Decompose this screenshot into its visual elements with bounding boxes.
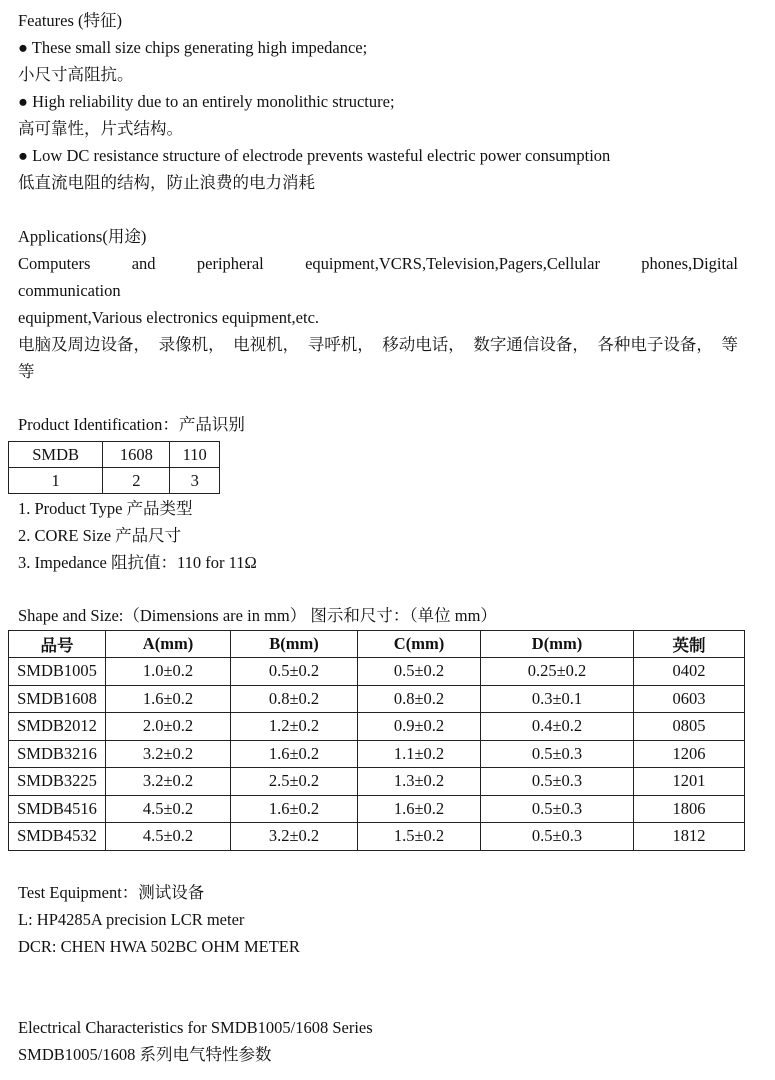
- table-cell: 3.2±0.2: [106, 768, 231, 796]
- column-header: B(mm): [231, 631, 358, 658]
- app-zh-segment: 电视机，: [233, 335, 300, 354]
- table-cell: 0805: [634, 713, 745, 741]
- table-cell: 1206: [634, 740, 745, 768]
- applications-zh-line-2: 等: [18, 362, 35, 381]
- product-id-index: 1: [9, 468, 103, 494]
- shape-size-table: [8, 630, 745, 851]
- product-id-index: 3: [170, 468, 220, 494]
- table-cell: SMDB4516: [9, 795, 106, 823]
- column-header: D(mm): [481, 631, 634, 658]
- app-zh-segment: 各种电子设备，: [597, 335, 713, 354]
- applications-line-2: communication: [18, 281, 121, 300]
- applications-line-1: [18, 254, 738, 274]
- table-row: [9, 740, 745, 768]
- table-cell: 1.3±0.2: [358, 768, 481, 796]
- table-cell: SMDB3216: [9, 740, 106, 768]
- table-cell: 1.6±0.2: [106, 685, 231, 713]
- table-cell: 0.5±0.2: [231, 658, 358, 686]
- electrical-heading: Electrical Characteristics for SMDB1005/1608 Series: [18, 1018, 373, 1037]
- test-equipment-line-2: DCR: CHEN HWA 502BC OHM METER: [18, 937, 300, 956]
- product-id-heading: Product Identification：产品识别: [18, 415, 245, 434]
- table-cell: 0.5±0.3: [481, 823, 634, 851]
- table-cell: 3.2±0.2: [231, 823, 358, 851]
- table-cell: 1.0±0.2: [106, 658, 231, 686]
- feature-3-en: ● Low DC resistance structure of electrode prevents wasteful electric power consumption: [18, 146, 611, 165]
- table-row: [9, 713, 745, 741]
- table-cell: 1812: [634, 823, 745, 851]
- product-id-legend-1: 1. Product Type 产品类型: [18, 499, 193, 518]
- app-word: peripheral: [196, 254, 264, 273]
- table-cell: 0.3±0.1: [481, 685, 634, 713]
- product-id-legend-2: 2. CORE Size 产品尺寸: [18, 526, 182, 545]
- app-zh-segment: 电脑及周边设备，: [18, 335, 150, 354]
- feature-2-en: ● High reliability due to an entirely monolithic structure;: [18, 92, 395, 111]
- table-cell: 0.5±0.3: [481, 795, 634, 823]
- test-equipment-heading: Test Equipment：测试设备: [18, 883, 205, 902]
- app-word: and: [131, 254, 156, 273]
- table-cell: SMDB2012: [9, 713, 106, 741]
- app-word: phones,Digital: [641, 254, 738, 273]
- table-cell: SMDB1005: [9, 658, 106, 686]
- column-header: A(mm): [106, 631, 231, 658]
- product-id-code: 1608: [103, 442, 170, 468]
- table-row: [9, 658, 745, 686]
- product-id-index-row: [9, 468, 220, 494]
- app-word: Computers: [18, 254, 91, 273]
- table-cell: 0.9±0.2: [358, 713, 481, 741]
- table-row: [9, 795, 745, 823]
- table-cell: 0.5±0.3: [481, 740, 634, 768]
- table-cell: SMDB1608: [9, 685, 106, 713]
- table-row: [9, 823, 745, 851]
- test-equipment-line-1: L: HP4285A precision LCR meter: [18, 910, 245, 929]
- column-header: 品号: [9, 631, 106, 658]
- table-cell: 0603: [634, 685, 745, 713]
- table-row: [9, 685, 745, 713]
- product-id-codes-row: [9, 442, 220, 468]
- column-header: 英制: [634, 631, 745, 658]
- table-cell: 1201: [634, 768, 745, 796]
- table-cell: 1.1±0.2: [358, 740, 481, 768]
- applications-zh-line-1: [18, 335, 738, 355]
- product-id-code: 110: [170, 442, 220, 468]
- table-cell: 0.8±0.2: [358, 685, 481, 713]
- app-zh-segment: 录像机，: [158, 335, 225, 354]
- feature-1-en: ● These small size chips generating high impedance;: [18, 38, 368, 57]
- table-cell: 2.5±0.2: [231, 768, 358, 796]
- table-cell: 0.8±0.2: [231, 685, 358, 713]
- feature-2-zh: 高可靠性，片式结构。: [18, 119, 183, 138]
- table-cell: 0.25±0.2: [481, 658, 634, 686]
- product-id-legend-3: 3. Impedance 阻抗值：110 for 11Ω: [18, 553, 257, 572]
- app-zh-segment: 寻呼机，: [307, 335, 374, 354]
- app-zh-segment: 移动电话，: [382, 335, 465, 354]
- table-cell: 0.4±0.2: [481, 713, 634, 741]
- table-cell: SMDB3225: [9, 768, 106, 796]
- column-header: C(mm): [358, 631, 481, 658]
- table-cell: 0.5±0.2: [358, 658, 481, 686]
- product-id-table: [8, 441, 220, 494]
- table-cell: 1.6±0.2: [231, 795, 358, 823]
- applications-heading: Applications(用途): [18, 227, 147, 246]
- table-cell: SMDB4532: [9, 823, 106, 851]
- app-word: equipment,VCRS,Television,Pagers,Cellular: [305, 254, 600, 273]
- table-cell: 4.5±0.2: [106, 795, 231, 823]
- shape-size-heading: Shape and Size:（Dimensions are in mm） 图示和尺寸：（单位 mm）: [18, 606, 497, 625]
- table-cell: 3.2±0.2: [106, 740, 231, 768]
- applications-line-3: equipment,Various electronics equipment,etc.: [18, 308, 320, 327]
- table-cell: 0.5±0.3: [481, 768, 634, 796]
- table-cell: 2.0±0.2: [106, 713, 231, 741]
- product-id-code: SMDB: [9, 442, 103, 468]
- feature-1-zh: 小尺寸高阻抗。: [18, 65, 134, 84]
- table-cell: 1.6±0.2: [358, 795, 481, 823]
- table-row: [9, 768, 745, 796]
- product-id-index: 2: [103, 468, 170, 494]
- app-zh-segment: 数字通信设备，: [473, 335, 589, 354]
- feature-3-zh: 低直流电阻的结构，防止浪费的电力消耗: [18, 173, 315, 192]
- table-cell: 1.2±0.2: [231, 713, 358, 741]
- table-cell: 4.5±0.2: [106, 823, 231, 851]
- electrical-subheading: SMDB1005/1608 系列电气特性参数: [18, 1045, 272, 1064]
- app-zh-segment: 等: [721, 335, 738, 354]
- table-cell: 1.6±0.2: [231, 740, 358, 768]
- features-heading: Features (特征): [18, 11, 123, 30]
- table-header-row: [9, 631, 745, 658]
- table-cell: 0402: [634, 658, 745, 686]
- table-cell: 1806: [634, 795, 745, 823]
- table-cell: 1.5±0.2: [358, 823, 481, 851]
